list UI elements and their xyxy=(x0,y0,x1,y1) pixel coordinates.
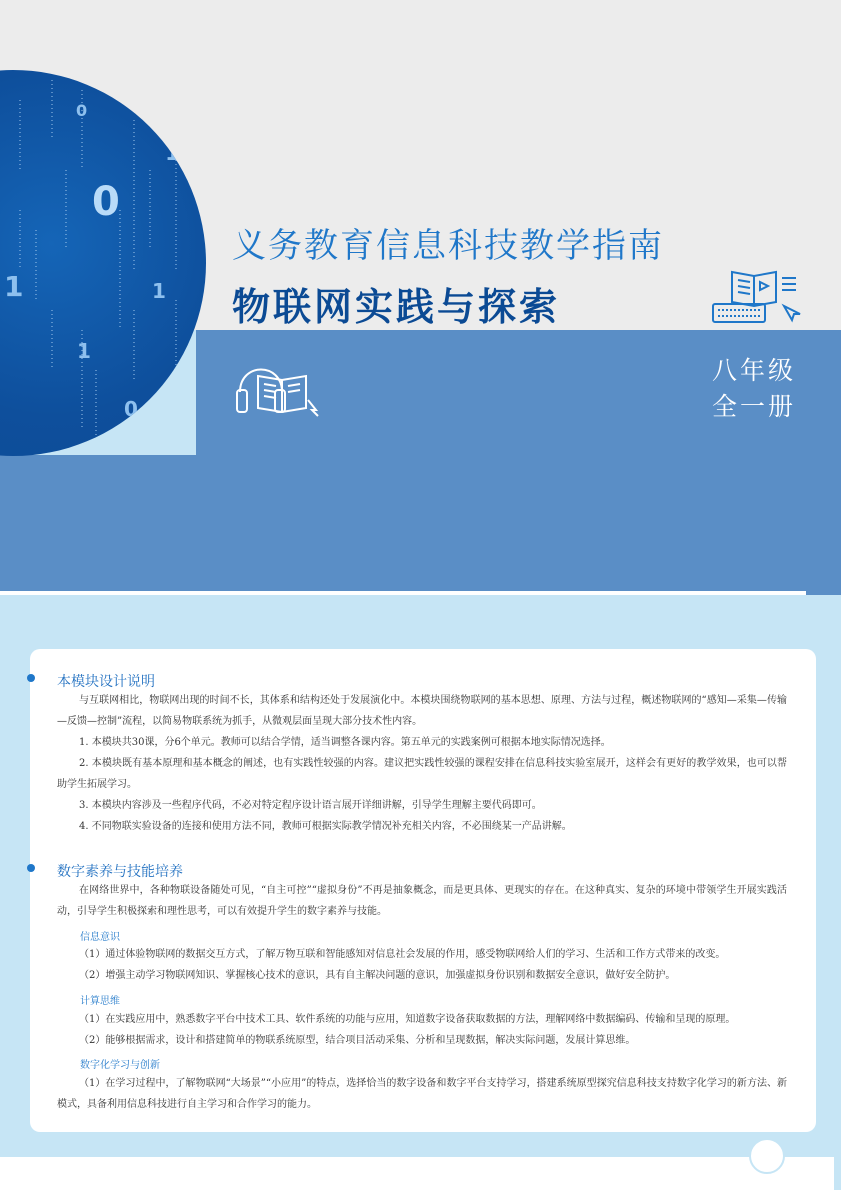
binary-digit: 1 xyxy=(165,141,181,166)
divider-line xyxy=(0,591,806,595)
binary-digit: 0 xyxy=(76,101,88,120)
binary-digit: 0 xyxy=(92,179,120,225)
list-item: 3. 本模块内容涉及一些程序代码，不必对特定程序设计语言展开详细讲解，引导学生理解主要代码即可。 xyxy=(79,800,542,811)
page-corner-decoration xyxy=(749,1138,785,1174)
list-item: 1. 本模块共30课，分6个单元。教师可以结合学情，适当调整各课内容。第五单元的实践案例可根据本地实际情况选择。 xyxy=(79,737,611,748)
list-item: （2）增强主动学习物联网知识、掌握核心技术的意识，具有自主解决问题的意识，加强虚拟身份识别和数据安全意识，做好安全防护。 xyxy=(79,970,676,981)
book-series-title: 义务教育信息科技教学指南 xyxy=(232,226,664,266)
list-item: （1）在学习过程中，了解物联网“大场景”“小应用”的特点，选择恰当的数字设备和数字平台支持学习，搭建系统原型探究信息科技支持数字化学习的新方法、新模式，具备利用信息科技进行自主学习和合作学习的能力。 xyxy=(57,1078,787,1110)
subsection-heading: 计算思维 xyxy=(80,996,120,1007)
binary-digit: 1 xyxy=(152,279,166,303)
headphone-book-icon xyxy=(234,352,324,422)
binary-digit: 1 xyxy=(4,270,24,303)
book-laptop-icon xyxy=(710,268,802,332)
binary-circle-decoration xyxy=(0,70,206,456)
divider-edge xyxy=(806,591,841,595)
section-marker-dot xyxy=(27,864,35,872)
list-item: （1）在实践应用中，熟悉数字平台中技术工具、软件系统的功能与应用，知道数字设备获取数据的方法，理解网络中数据编码、传输和呈现的原理。 xyxy=(79,1014,736,1025)
bottom-strip xyxy=(0,1157,834,1190)
cover-blue-band-lower xyxy=(0,455,841,591)
section-intro: 在网络世界中，各种物联设备随处可见，“自主可控”“虚拟身份”不再是抽象概念，而是更具体、更现实的存在。在这种真实、复杂的环境中带领学生开展实践活动，引导学生积极探索和理性思考，可以有效提升学生的数字素养与技能。 xyxy=(57,885,787,917)
book-title: 物联网实践与探索 xyxy=(232,285,561,329)
list-item: （2）能够根据需求，设计和搭建简单的物联系统原型，结合项目活动采集、分析和呈现数据，解决实际问题，发展计算思维。 xyxy=(79,1035,636,1046)
binary-digit: 1 xyxy=(77,339,91,363)
subsection-heading: 数字化学习与创新 xyxy=(80,1060,160,1071)
list-item: 4. 不同物联实验设备的连接和使用方法不同，教师可根据实际教学情况补充相关内容，不必围绕某一产品讲解。 xyxy=(79,821,572,832)
list-item: 2. 本模块既有基本原理和基本概念的阐述，也有实践性较强的内容。建议把实践性较强的课程安排在信息科技实验室展开，这样会有更好的教学效果，也可以帮助学生拓展学习。 xyxy=(57,758,787,790)
list-item: （1）通过体验物联网的数据交互方式，了解万物互联和智能感知对信息社会发展的作用，感受物联网给人们的学习、生活和工作方式带来的改变。 xyxy=(79,949,726,960)
section-heading: 本模块设计说明 xyxy=(57,674,155,690)
subsection-heading: 信息意识 xyxy=(80,932,120,943)
section-heading: 数字素养与技能培养 xyxy=(57,864,183,880)
section-intro: 与互联网相比，物联网出现的时间不长，其体系和结构还处于发展演化中。本模块围绕物联网的基本思想、原理、方法与过程，概述物联网的“感知—采集—传输—反馈—控制”流程，以简易物联系统为抓手，从微观层面呈现大部分技术性内容。 xyxy=(57,695,787,727)
binary-digit: 0 xyxy=(124,397,138,421)
volume-text: 全一册 xyxy=(712,392,797,421)
section-marker-dot xyxy=(27,674,35,682)
grade-label xyxy=(712,353,796,425)
grade-text: 八年级 xyxy=(712,356,797,385)
